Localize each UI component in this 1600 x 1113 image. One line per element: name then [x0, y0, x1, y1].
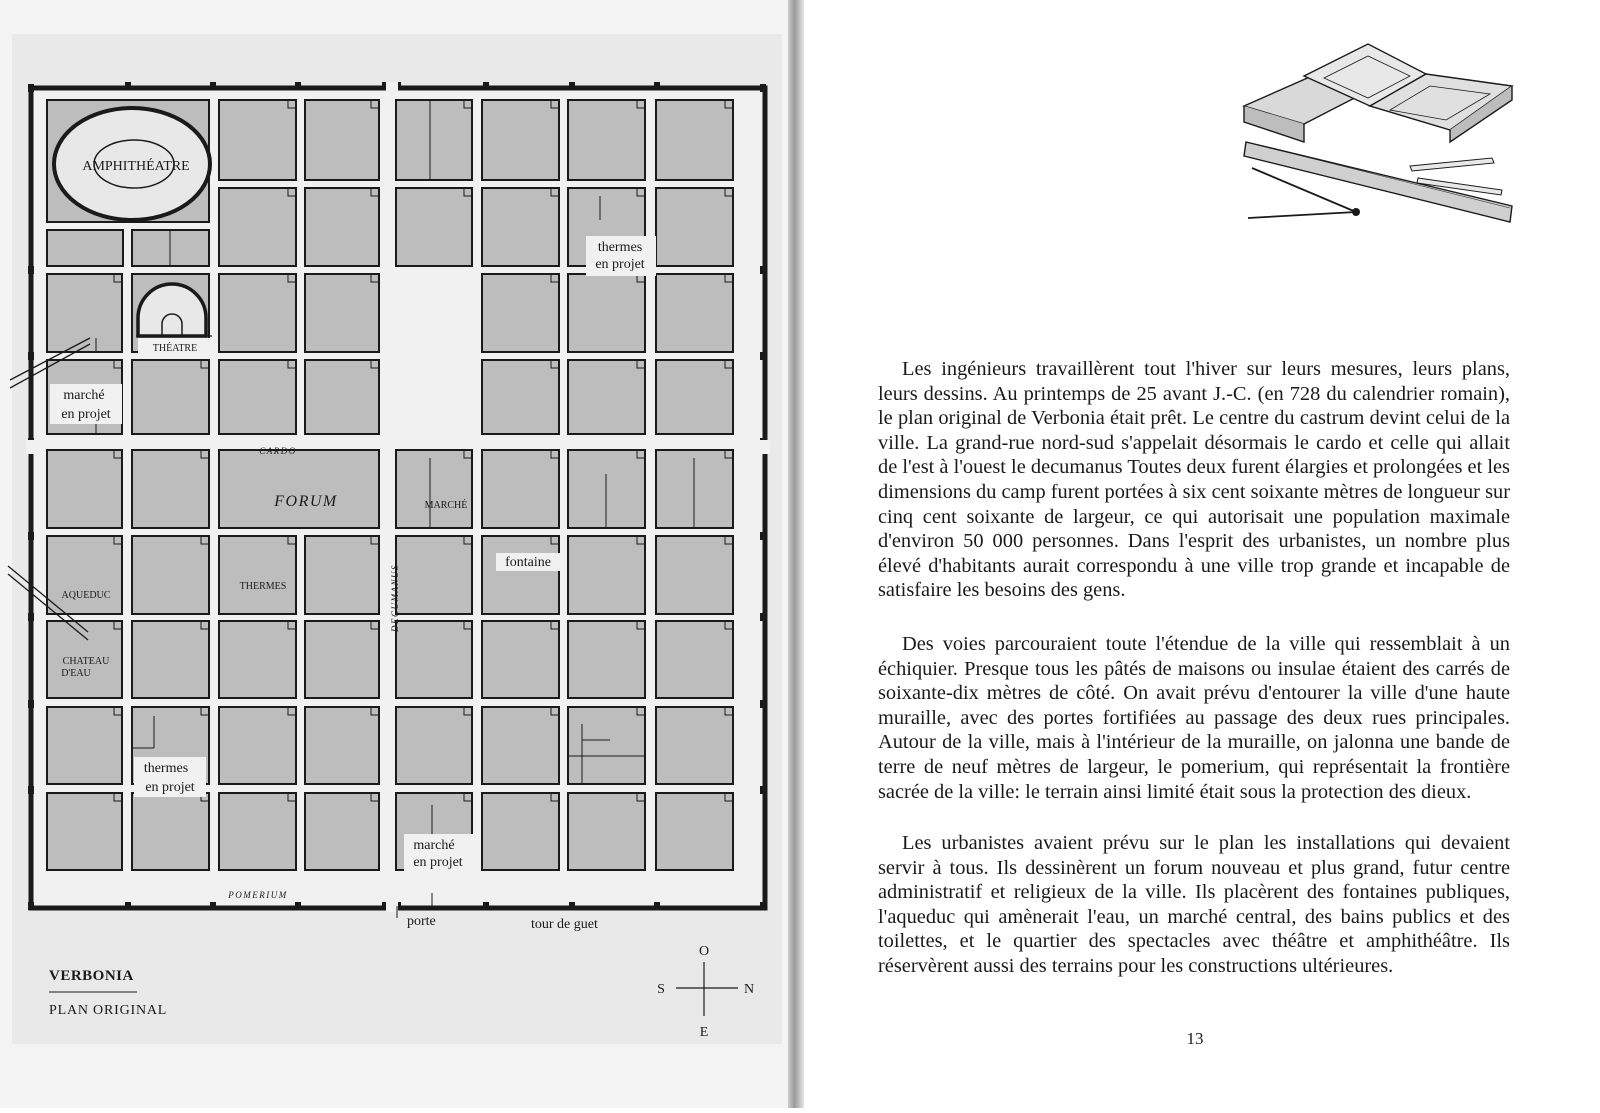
city-block — [482, 793, 559, 870]
compass-east: E — [699, 1025, 709, 1040]
amphitheatre-label: AMPHITHÉATRE — [82, 159, 190, 174]
city-block — [568, 536, 645, 614]
city-block — [396, 707, 472, 784]
forum-block — [219, 450, 379, 528]
city-block — [305, 274, 379, 352]
theatre-label: THÉATRE — [152, 343, 198, 354]
city-block — [482, 707, 559, 784]
wall-tower-icon — [760, 266, 766, 274]
city-block — [219, 188, 296, 266]
paragraph-2: Des voies parcouraient toute l'étendue de la ville qui ressemblait à un échiquier. Presque tous les pâtés de maisons ou insulae étaient des carrés de soixante-dix mètres de côté. On avait prévu d'entourer la ville d'une haute muraille, avec des portes fortifiées au passage des deux rues principales. Autour de la ville, mais à l'intérieur de la muraille, on jalonna une bande de terre de neuf mètres de largeur, le pomerium, qui représentait la frontière sacrée de la ville: le terrain ainsi limité était sous la protection des dieux. — [878, 633, 1510, 803]
chateau-deau-line1: CHATEAU — [62, 656, 110, 667]
city-block — [396, 621, 472, 698]
city-block — [305, 536, 379, 614]
city-block — [132, 450, 209, 528]
city-block — [396, 100, 472, 180]
city-block — [305, 360, 379, 434]
city-block — [482, 360, 559, 434]
city-block — [568, 793, 645, 870]
wall-tower-icon — [28, 786, 34, 794]
wall-tower-icon — [760, 352, 766, 360]
thermes-en-projet-2-line2: en projet — [145, 780, 195, 795]
city-block — [656, 793, 733, 870]
city-block — [47, 230, 123, 266]
wall-tower-icon — [654, 902, 660, 910]
city-block — [568, 621, 645, 698]
marche-en-projet-2-line2: en projet — [413, 855, 463, 870]
wall-tower-icon — [760, 786, 766, 794]
compass-west: O — [698, 944, 710, 959]
city-block — [482, 100, 559, 180]
city-block — [219, 100, 296, 180]
wall-tower-icon — [654, 82, 660, 90]
marche-en-projet-1-line2: en projet — [61, 407, 111, 422]
city-gate — [386, 82, 398, 96]
marche-en-projet-2-line1: marché — [413, 838, 455, 853]
city-block — [47, 707, 122, 784]
city-block — [568, 274, 645, 352]
wall-tower-icon — [760, 902, 766, 910]
marche-en-projet-1-line1: marché — [63, 388, 105, 403]
city-block — [219, 274, 296, 352]
cardo-label: CARDO — [259, 446, 297, 456]
wall-tower-icon — [125, 902, 131, 910]
wall-tower-icon — [295, 902, 301, 910]
book-gutter — [788, 0, 804, 1108]
city-block — [47, 450, 122, 528]
wall-tower-icon — [569, 82, 575, 90]
wall-tower-icon — [28, 700, 34, 708]
city-block — [219, 793, 296, 870]
wall-tower-icon — [483, 82, 489, 90]
page-number: 13 — [1186, 1029, 1204, 1048]
city-block — [656, 536, 733, 614]
city-block — [305, 793, 379, 870]
city-block — [568, 707, 645, 784]
wall-tower-icon — [28, 266, 34, 274]
wall-tower-icon — [28, 902, 34, 910]
wall-tower-icon — [210, 82, 216, 90]
thermes-en-projet-1-line1: thermes — [597, 240, 643, 255]
city-block — [305, 707, 379, 784]
city-block — [568, 360, 645, 434]
city-block — [219, 621, 296, 698]
wall-tower-icon — [28, 84, 34, 92]
wall-tower-icon — [295, 82, 301, 90]
marche-label: MARCHÉ — [424, 500, 468, 511]
city-gate — [386, 898, 398, 912]
wall-tower-icon — [760, 613, 766, 621]
city-block — [219, 536, 296, 614]
city-block — [47, 793, 122, 870]
forum-label: FORUM — [274, 493, 338, 510]
tour-de-guet-label: tour de guet — [531, 917, 598, 932]
fontaine-label: fontaine — [505, 555, 551, 570]
thermes-en-projet-2-line1: thermes — [143, 761, 189, 776]
compass-south: S — [657, 982, 665, 997]
thermes-en-projet-1-line2: en projet — [595, 257, 645, 272]
wall-tower-icon — [483, 902, 489, 910]
city-block — [656, 100, 733, 180]
wall-tower-icon — [760, 532, 766, 540]
city-block — [396, 188, 472, 266]
city-block — [482, 450, 559, 528]
map-subtitle: PLAN ORIGINAL — [49, 1003, 168, 1018]
city-block — [219, 707, 296, 784]
city-block — [656, 707, 733, 784]
city-block — [656, 188, 733, 266]
compass-north: N — [743, 982, 755, 997]
map-title: VERBONIA — [49, 968, 134, 984]
city-block — [132, 536, 209, 614]
city-block — [132, 360, 209, 434]
pomerium-label: POMERIUM — [228, 890, 288, 900]
wall-tower-icon — [28, 613, 34, 621]
city-block — [47, 536, 122, 614]
city-block — [568, 100, 645, 180]
city-block — [656, 360, 733, 434]
wall-tower-icon — [569, 902, 575, 910]
city-block — [482, 621, 559, 698]
city-gate — [26, 440, 38, 454]
city-block — [482, 274, 559, 352]
city-block — [305, 188, 379, 266]
city-block — [482, 188, 559, 266]
theatre-shape — [138, 284, 206, 336]
paragraph-3: Les urbanistes avaient prévu sur le plan les installations qui devaient servir à tous. Ils dessinèrent un forum nouveau et plus grand, futur centre administratif et religieux de la ville. Ils placèrent des fontaines publiques, l'aqueduc qui amènerait l'eau, un marché central, des bains publics et des toilettes, et le quartier des spectacles avec théâtre et amphithéâtre. Ils réservèrent aussi des terrains pour les constructions ultérieures. — [878, 832, 1510, 977]
wall-tower-icon — [210, 902, 216, 910]
city-block — [656, 274, 733, 352]
city-block — [132, 621, 209, 698]
city-block — [396, 536, 472, 614]
city-block — [305, 100, 379, 180]
paragraph-1: Les ingénieurs travaillèrent tout l'hiver sur leurs mesures, leurs plans, leurs dessins. Au printemps de 25 avant J.-C. (en 728 du calendrier romain), le plan original de Verbonia était prêt. Le centre du castrum devint celui de la ville. La grand-rue nord-sud s'appelait désormais le cardo et celle qui allait de l'est à l'ouest le decumanus Toutes deux furent élargies et prolongées et les dimensions du camp furent portées à six cent soixante mètres de longueur sur cinq cent soixante de largeur, ce qui autorisait une population maximale d'environ 50 000 personnes. Dans l'esprit des urbanistes, un nombre plus élevé d'habitants aurait correspondu à une ville trop grande et incapable de satisfaire les besoins des gens. — [878, 358, 1510, 602]
city-block — [396, 450, 472, 528]
wall-tower-icon — [125, 82, 131, 90]
chateau-deau-line2: D'EAU — [61, 668, 91, 679]
thermes-label: THERMES — [239, 581, 287, 592]
city-block — [482, 536, 559, 614]
aqueduc-label: AQUEDUC — [61, 590, 111, 601]
drafting-tools-icon — [1240, 30, 1520, 240]
city-plan-map — [0, 0, 790, 1108]
city-gate — [758, 440, 770, 454]
left-page — [0, 0, 790, 1108]
wall-tower-icon — [760, 84, 766, 92]
wall-tower-icon — [28, 352, 34, 360]
decumanus-label: DECUMANUS — [390, 564, 400, 632]
city-block — [219, 360, 296, 434]
city-block — [305, 621, 379, 698]
city-block — [132, 793, 209, 870]
city-block — [656, 621, 733, 698]
wall-tower-icon — [760, 700, 766, 708]
porte-label: porte — [407, 914, 436, 929]
wall-tower-icon — [28, 532, 34, 540]
